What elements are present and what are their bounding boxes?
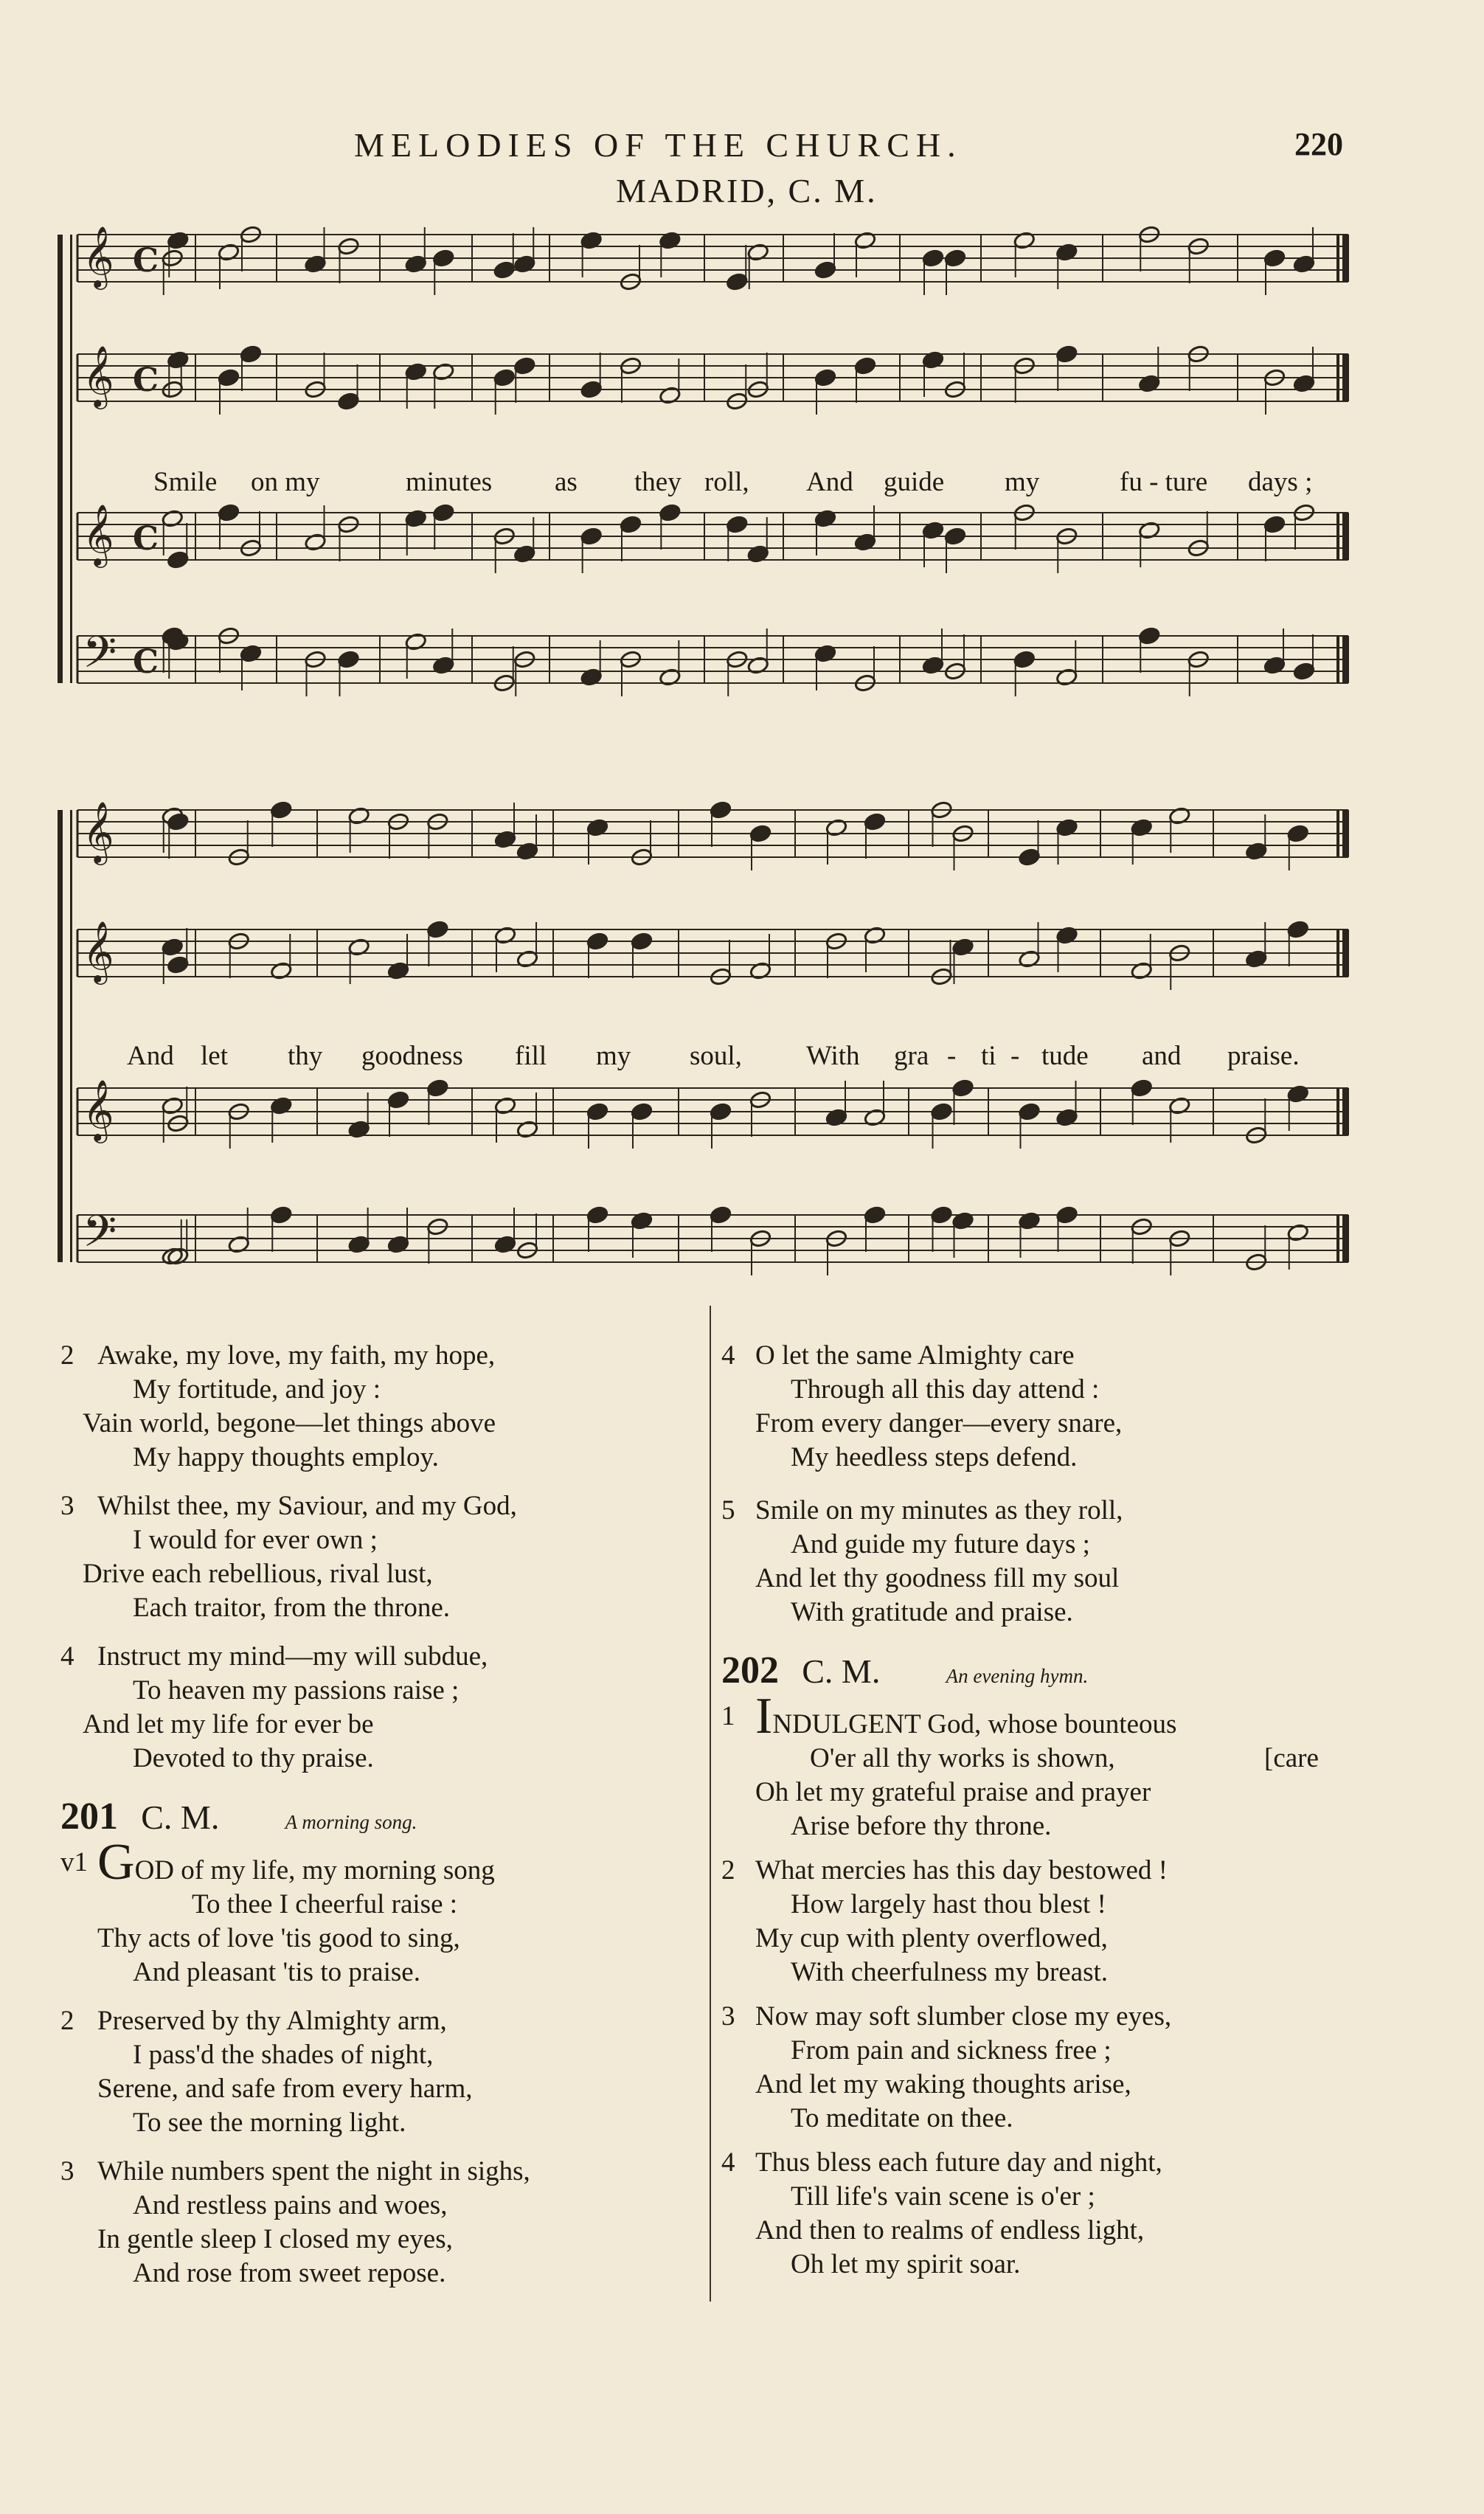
final-barline-thin <box>1336 810 1339 857</box>
verse-line: Oh let my grateful praise and prayer <box>755 1777 1151 1807</box>
verse-line: I would for ever own ; <box>133 1525 378 1555</box>
quarter-note <box>1286 1084 1309 1104</box>
lyric-word: fill <box>515 1041 547 1071</box>
quarter-note <box>951 1078 974 1098</box>
lyric-word: tude <box>1041 1041 1089 1071</box>
quarter-note <box>1018 848 1041 867</box>
treble-clef: 𝄞 <box>83 1078 114 1140</box>
left-column <box>60 1339 680 2290</box>
quarter-note <box>347 1235 370 1254</box>
lyric-word: praise. <box>1227 1041 1300 1071</box>
verse-line: To thee I cheerful raise : <box>192 1889 458 1919</box>
verse-number: 3 <box>721 2001 735 2032</box>
quarter-note <box>337 650 360 669</box>
quarter-note <box>814 368 837 387</box>
quarter-note <box>426 1078 449 1098</box>
quarter-note <box>1138 374 1161 393</box>
verse-line: How largely hast thou blest ! <box>791 1889 1106 1919</box>
half-note <box>659 668 682 687</box>
quarter-note <box>814 509 837 528</box>
quarter-note <box>944 527 967 546</box>
bass-clef: 𝄢 <box>83 626 117 688</box>
verse-line: Whilst thee, my Saviour, and my God, <box>97 1491 517 1521</box>
treble-clef: 𝄞 <box>83 503 114 565</box>
lyric-word: guide <box>884 467 945 497</box>
final-barline-thick <box>1342 1215 1349 1262</box>
quarter-note <box>493 368 516 387</box>
quarter-note <box>922 656 945 675</box>
lyric-word: goodness <box>361 1041 463 1071</box>
lyric-word: roll, <box>704 467 749 497</box>
verse-number: 2 <box>721 1855 735 1886</box>
hymn-201-verse-2 <box>60 2004 680 2140</box>
quarter-note <box>432 656 455 675</box>
hymn-meter: C. M. <box>802 1652 881 1690</box>
drop-cap: G <box>97 1834 135 1891</box>
quarter-note <box>432 249 455 268</box>
quarter-note <box>167 550 190 569</box>
final-barline-thin <box>1336 354 1339 401</box>
half-note <box>161 509 184 528</box>
quarter-note <box>1263 515 1286 534</box>
quarter-note <box>814 260 837 280</box>
quarter-note <box>1138 626 1161 645</box>
quarter-note <box>513 356 536 375</box>
quarter-note <box>404 254 427 274</box>
quarter-note <box>710 800 732 820</box>
half-note <box>825 818 848 837</box>
verse-line: Awake, my love, my faith, my hope, <box>97 1340 496 1371</box>
quarter-note <box>1055 1108 1078 1127</box>
verse-line: From every danger—every snare, <box>755 1408 1123 1438</box>
verse-line: What mercies has this day bestowed ! <box>755 1855 1168 1886</box>
lyric-word: as <box>555 467 578 497</box>
quarter-note <box>726 272 749 291</box>
final-barline-thick <box>1342 929 1349 977</box>
time-signature: C <box>133 520 159 558</box>
quarter-note <box>347 1120 370 1139</box>
quarter-note <box>304 254 327 274</box>
hymn-meter: C. M. <box>141 1798 220 1836</box>
hymn-200-verse-3 <box>60 1489 680 1625</box>
quarter-note <box>944 249 967 268</box>
quarter-note <box>922 521 945 540</box>
quarter-note <box>1013 650 1036 669</box>
bass-clef: 𝄢 <box>83 1205 117 1267</box>
verse-line: My heedless steps defend. <box>791 1442 1078 1472</box>
tune-title: MADRID, C. M. <box>616 172 878 210</box>
final-barline-thin <box>1336 1088 1339 1135</box>
verse-line: To heaven my passions raise ; <box>133 1675 460 1706</box>
final-barline-thin <box>1336 929 1339 977</box>
quarter-note <box>218 368 240 387</box>
half-note <box>1018 949 1041 969</box>
quarter-note <box>854 356 877 375</box>
half-note <box>161 1096 184 1115</box>
drop-cap: I <box>755 1688 773 1745</box>
quarter-note <box>387 1090 410 1109</box>
half-note <box>432 362 455 381</box>
half-note <box>1168 806 1191 825</box>
quarter-note <box>1018 1211 1041 1230</box>
lyric-word: gra <box>894 1041 929 1071</box>
verse-line: And restless pains and woes, <box>133 2190 448 2220</box>
quarter-note <box>580 668 603 687</box>
verse-line: Till life's vain scene is o'er ; <box>791 2181 1095 2212</box>
lyric-word: ti <box>981 1041 996 1071</box>
quarter-note <box>1286 824 1309 843</box>
verse-number: 5 <box>721 1495 735 1526</box>
lyric-word: Smile <box>153 467 218 497</box>
half-note <box>494 1096 517 1115</box>
quarter-note <box>930 1102 953 1121</box>
quarter-note <box>270 1205 293 1225</box>
quarter-note <box>1245 949 1268 969</box>
half-note <box>864 1108 887 1127</box>
quarter-note <box>516 842 539 861</box>
half-note <box>746 243 769 262</box>
final-barline-thick <box>1342 354 1349 401</box>
verse-number: 2 <box>60 1340 74 1371</box>
quarter-note <box>1055 818 1078 837</box>
verse-number: 1 <box>721 1701 735 1731</box>
half-note <box>516 1120 539 1139</box>
quarter-note <box>1055 344 1078 364</box>
verse-line: Serene, and safe from every harm, <box>97 2074 473 2104</box>
hymn-202-verse-3 <box>721 2000 1370 2136</box>
quarter-note <box>337 392 360 411</box>
half-note <box>1130 961 1153 980</box>
quarter-note <box>586 1205 609 1225</box>
verse-line: My fortitude, and joy : <box>133 1374 381 1405</box>
quarter-note <box>951 1211 974 1230</box>
lyric-word: days ; <box>1248 467 1313 497</box>
half-note <box>347 938 370 957</box>
final-barline-thin <box>1336 1215 1339 1262</box>
final-barline-thick <box>1342 513 1349 560</box>
quarter-note <box>513 544 536 564</box>
verse-line <box>755 1742 1370 1776</box>
lyric-word: - <box>947 1041 957 1071</box>
quarter-note <box>922 350 945 370</box>
final-barline-thick <box>1342 235 1349 282</box>
hymn-200-verse-4b <box>721 1339 1370 1475</box>
time-signature: C <box>133 643 159 681</box>
verse-line <box>755 1688 1370 1745</box>
hymn-number: 202 <box>721 1649 779 1691</box>
verse-line: I pass'd the shades of night, <box>133 2040 434 2070</box>
verse-line: Thy acts of love 'tis good to sing, <box>97 1923 460 1953</box>
verse-line: While numbers spent the night in sighs, <box>97 2156 530 2186</box>
verse-line: In gentle sleep I closed my eyes, <box>97 2224 453 2254</box>
verse-line <box>97 1834 680 1891</box>
lyric-word: With <box>806 1041 860 1071</box>
half-note <box>1138 521 1161 540</box>
final-barline-thick <box>1342 810 1349 857</box>
verse-line: Instruct my mind—my will subdue, <box>97 1641 488 1672</box>
half-note <box>304 533 327 552</box>
quarter-note <box>659 231 682 250</box>
hymn-subtitle: An evening hymn. <box>946 1665 1089 1687</box>
final-barline-thick <box>1342 636 1349 683</box>
quarter-note <box>580 380 603 399</box>
half-note <box>1286 1223 1309 1242</box>
verse-line: Arise before thy throne. <box>791 1811 1052 1841</box>
hymn-201-verse-1 <box>60 1834 680 1990</box>
quarter-note <box>240 644 263 663</box>
quarter-note <box>631 1102 653 1121</box>
quarter-note <box>746 544 769 564</box>
half-note <box>746 656 769 675</box>
quarter-note <box>270 800 293 820</box>
quarter-note <box>586 1102 609 1121</box>
quarter-note <box>659 503 682 522</box>
quarter-note <box>854 533 877 552</box>
verse-line: And let my life for ever be <box>83 1709 374 1739</box>
quarter-note <box>825 1108 848 1127</box>
final-barline-thick <box>1342 1088 1349 1135</box>
verse-line: Drive each rebellious, rival lust, <box>83 1559 433 1589</box>
quarter-note <box>167 231 190 250</box>
time-signature: C <box>133 361 159 399</box>
quarter-note <box>1130 1078 1153 1098</box>
final-barline-thin <box>1336 513 1339 560</box>
verse-line: Oh let my spirit soar. <box>791 2249 1021 2279</box>
quarter-note <box>951 938 974 957</box>
quarter-note <box>814 644 837 663</box>
lyric-word: on my <box>251 467 320 497</box>
half-note <box>854 231 877 250</box>
quarter-note <box>218 503 240 522</box>
system-bracket-line <box>70 810 72 1262</box>
verse-number: 3 <box>60 1491 74 1521</box>
half-note <box>516 949 539 969</box>
half-note <box>1168 1096 1191 1115</box>
second-line-text: O'er all thy works is shown, <box>810 1743 1115 1773</box>
page-number: 220 <box>1294 126 1343 162</box>
verse-number: v1 <box>60 1847 88 1877</box>
verse-line: With cheerfulness my breast. <box>791 1957 1109 1987</box>
lyric-word: fu - ture <box>1120 467 1208 497</box>
treble-clef: 𝄞 <box>83 920 114 982</box>
quarter-note <box>710 1102 732 1121</box>
verse-line: And guide my future days ; <box>791 1529 1090 1559</box>
quarter-note <box>864 812 887 831</box>
verse-line: To see the morning light. <box>133 2108 406 2138</box>
half-note <box>659 386 682 405</box>
quarter-note <box>387 961 410 980</box>
treble-clef: 𝄞 <box>83 225 114 287</box>
quarter-note <box>864 1205 887 1225</box>
lyric-word: and <box>1142 1041 1182 1071</box>
treble-clef: 𝄞 <box>83 800 114 862</box>
hymn-subtitle: A morning song. <box>285 1811 417 1833</box>
first-line-text: NDULGENT God, whose bounteous <box>772 1709 1177 1739</box>
right-column <box>721 1339 1370 2282</box>
quarter-note <box>270 1096 293 1115</box>
verse-number: 2 <box>60 2006 74 2036</box>
hymn-201-heading <box>60 1795 680 1838</box>
quarter-note <box>1263 656 1286 675</box>
quarter-note <box>922 249 945 268</box>
quarter-note <box>620 515 642 534</box>
running-head: MELODIES OF THE CHURCH. <box>354 126 963 164</box>
quarter-note <box>167 812 190 831</box>
lyric-word: - <box>1010 1041 1020 1071</box>
verse-line: Thus bless each future day and night, <box>755 2147 1162 2178</box>
system-bracket-line <box>70 235 72 683</box>
half-note <box>270 961 293 980</box>
quarter-note <box>1293 662 1316 681</box>
verse-line: Each traitor, from the throne. <box>133 1593 451 1623</box>
half-note <box>227 1235 250 1254</box>
verse-line: From pain and sickness free ; <box>791 2035 1112 2065</box>
verse-number: 3 <box>60 2156 74 2186</box>
verse-line: Vain world, begone—let things above <box>83 1408 496 1438</box>
hymn-200-verse-2 <box>60 1339 680 1475</box>
quarter-note <box>513 254 536 274</box>
quarter-note <box>1055 926 1078 945</box>
verse-number: 4 <box>60 1641 74 1672</box>
quarter-note <box>404 362 427 381</box>
final-barline-thin <box>1336 636 1339 683</box>
quarter-note <box>167 955 190 974</box>
half-note <box>864 926 887 945</box>
verse-line: And then to realms of endless light, <box>755 2215 1145 2245</box>
lyric-word: my <box>1005 467 1040 497</box>
verse-line: Smile on my minutes as they roll, <box>755 1495 1123 1526</box>
quarter-note <box>631 1211 653 1230</box>
column-divider <box>710 1306 711 2302</box>
half-note <box>494 926 517 945</box>
half-note <box>347 806 370 825</box>
quarter-note <box>493 260 516 280</box>
verse-number: 4 <box>721 1340 735 1371</box>
verse-number: 4 <box>721 2147 735 2178</box>
verse-line: To meditate on thee. <box>791 2103 1013 2133</box>
hymn-200-verse-5 <box>721 1494 1370 1630</box>
quarter-note <box>1245 842 1268 861</box>
half-note <box>749 961 772 980</box>
lyric-word: my <box>596 1041 631 1071</box>
lyric-word: And <box>127 1041 174 1071</box>
verse-line: And rose from sweet repose. <box>133 2258 446 2288</box>
verse-line: And let my waking thoughts arise, <box>755 2069 1131 2099</box>
lyric-word: thy <box>288 1041 323 1071</box>
quarter-note <box>1286 920 1309 939</box>
time-signature: C <box>133 242 159 280</box>
quarter-note <box>586 932 609 951</box>
half-note <box>218 243 240 262</box>
hymn-201-verse-3 <box>60 2155 680 2290</box>
hymn-200-verse-4 <box>60 1640 680 1776</box>
first-line-text: OD of my life, my morning song <box>134 1855 495 1886</box>
quarter-note <box>1018 1102 1041 1121</box>
hymn-202-verse-2 <box>721 1854 1370 1990</box>
system-bracket <box>58 810 63 1262</box>
quarter-note <box>710 1205 732 1225</box>
quarter-note <box>1293 374 1316 393</box>
quarter-note <box>749 824 772 843</box>
half-note <box>404 632 427 651</box>
hymn-202-heading <box>721 1649 1370 1692</box>
verse-line: Through all this day attend : <box>791 1374 1100 1405</box>
quarter-note <box>1130 818 1153 837</box>
quarter-note <box>387 1235 410 1254</box>
quarter-note <box>631 932 653 951</box>
system-bracket <box>58 235 63 683</box>
verse-line: O let the same Almighty care <box>755 1340 1075 1371</box>
hymn-202-verse-4 <box>721 2146 1370 2282</box>
verse-line: My cup with plenty overflowed, <box>755 1923 1108 1953</box>
quarter-note <box>580 527 603 546</box>
half-note <box>1055 668 1078 687</box>
quarter-note <box>494 1235 517 1254</box>
half-note <box>1013 231 1036 250</box>
lyric-word: let <box>201 1041 228 1071</box>
quarter-note <box>240 344 263 364</box>
quarter-note <box>167 350 190 370</box>
turnover-word: [care <box>1264 1743 1319 1773</box>
verse-line: With gratitude and praise. <box>791 1597 1073 1627</box>
verse-line: My happy thoughts employ. <box>133 1442 439 1472</box>
quarter-note <box>1293 254 1316 274</box>
quarter-note <box>426 920 449 939</box>
verse-line: Devoted to thy praise. <box>133 1743 374 1773</box>
quarter-note <box>586 818 609 837</box>
quarter-note <box>930 1205 953 1225</box>
quarter-note <box>1263 249 1286 268</box>
verse-line: And pleasant 'tis to praise. <box>133 1957 420 1987</box>
quarter-note <box>404 509 427 528</box>
quarter-note <box>1055 243 1078 262</box>
quarter-note <box>726 515 749 534</box>
hymn-number: 201 <box>60 1796 118 1838</box>
lyric-word: And <box>806 467 853 497</box>
lyric-word: they <box>634 467 682 497</box>
quarter-note <box>432 503 455 522</box>
quarter-note <box>494 830 517 849</box>
lyric-word: soul, <box>690 1041 742 1071</box>
quarter-note <box>1055 1205 1078 1225</box>
verse-line: Preserved by thy Almighty arm, <box>97 2006 447 2036</box>
hymn-202-verse-1 <box>721 1688 1370 1843</box>
final-barline-thin <box>1336 235 1339 282</box>
lyric-word: minutes <box>406 467 493 497</box>
quarter-note <box>161 938 184 957</box>
treble-clef: 𝄞 <box>83 344 114 406</box>
quarter-note <box>580 231 603 250</box>
verse-line: And let thy goodness fill my soul <box>755 1563 1120 1593</box>
verse-line: Now may soft slumber close my eyes, <box>755 2001 1172 2032</box>
